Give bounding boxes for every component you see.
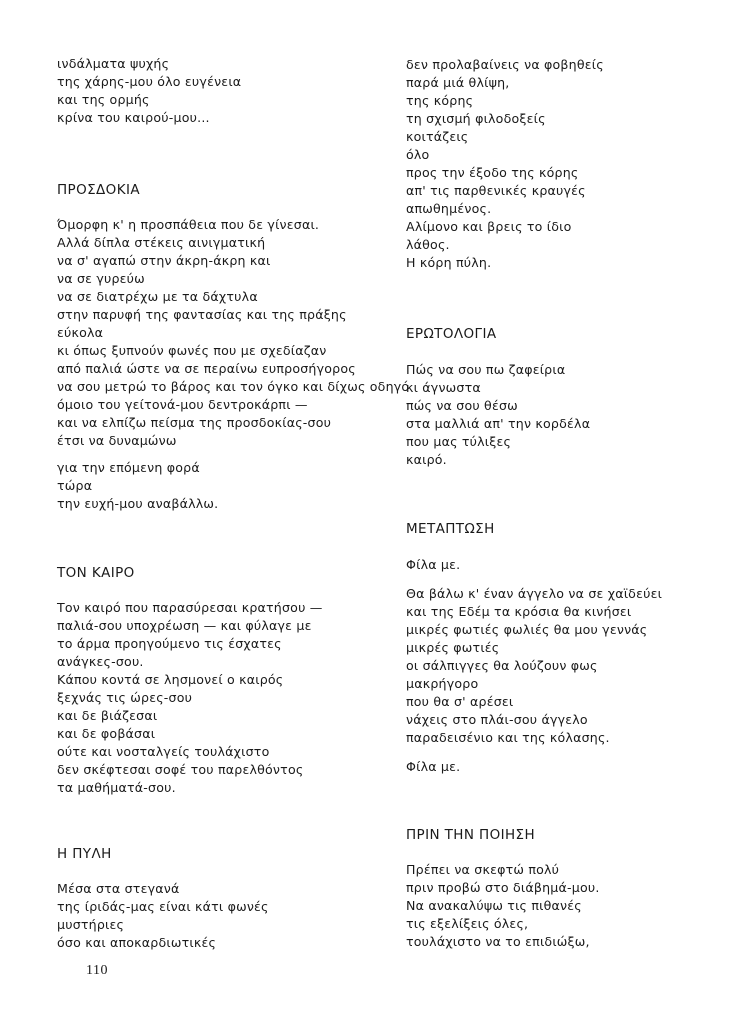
verse-line: πώς να σου θέσω	[406, 398, 518, 413]
verse-line: και να ελπίζω πείσμα της προσδοκίας-σου	[57, 415, 332, 430]
verse-line: μικρές φωτιές φωλιές θα μου γεννάς	[406, 622, 648, 637]
verse-line: Κάπου κοντά σε λησμονεί ο καιρός	[57, 672, 284, 687]
verse-line: για την επόμενη φορά	[57, 460, 200, 475]
verse-line: κι άγνωστα	[406, 380, 481, 395]
poem-title: ΠΡΙΝ ΤΗΝ ΠΟΙΗΣΗ	[406, 827, 536, 843]
verse-line: παλιά-σου υποχρέωση — και φύλαγε με	[57, 618, 312, 633]
poem-title: ΕΡΩΤΟΛΟΓΙΑ	[406, 326, 497, 342]
verse-line: απ' τις παρθενικές κραυγές	[406, 183, 586, 198]
verse-line: προς την έξοδο της κόρης	[406, 165, 579, 180]
poem-title: ΤΟΝ ΚΑΙΡΟ	[57, 565, 135, 581]
poem-prosdokia	[57, 181, 409, 513]
verse-line: τη σχισμή φιλοδοξείς	[406, 111, 546, 126]
verse-line: Μέσα στα στεγανά	[57, 881, 180, 896]
poem-title: ΠΡΟΣΔΟΚΙΑ	[57, 182, 140, 198]
verse-line: που μας τύλιξες	[406, 434, 512, 449]
verse-line: Τον καιρό που παρασύρεσαι κρατήσου —	[57, 600, 323, 615]
verse-line: λάθος.	[406, 237, 450, 252]
verse-line: ξεχνάς τις ώρες-σου	[57, 690, 193, 705]
verse-line: την ευχή-μου αναβάλλω.	[57, 496, 219, 511]
verse-line: της κόρης	[406, 93, 474, 108]
verse-line: που θα σ' αρέσει	[406, 694, 514, 709]
verse-line: όλο	[406, 147, 430, 162]
poem-ton-kairo	[57, 564, 323, 797]
verse-line: το άρμα προηγούμενο τις έσχατες	[57, 636, 282, 651]
verse-line: τώρα	[57, 478, 93, 493]
verse-line: από παλιά ώστε να σε περαίνω ευπροσήγορος	[57, 361, 356, 376]
verse-line: να σε γυρεύω	[57, 271, 145, 286]
verse-line: και δε φοβάσαι	[57, 726, 156, 741]
verse-line: οι σάλπιγγες θα λούζουν φως	[406, 658, 598, 673]
verse-line: όμοιο του γείτονά-μου δεντροκάρπι —	[57, 397, 308, 412]
verse-line: της χάρης-μου όλο ευγένεια	[57, 74, 242, 89]
verse-line: Πώς να σου πω ζαφείρια	[406, 362, 566, 377]
verse-line: και της ορμής	[57, 92, 150, 107]
verse-line: τα μαθήματά-σου.	[57, 780, 176, 795]
verse-line: Αλλά δίπλα στέκεις αινιγματική	[57, 235, 266, 250]
verse-line: μυστήριες	[57, 917, 125, 932]
verse-line: τουλάχιστο να το επιδιώξω,	[406, 934, 590, 949]
verse-line: ινδάλματα ψυχής	[57, 56, 170, 71]
verse-line: παρά μιά θλίψη,	[406, 75, 510, 90]
poem-erotologia	[406, 325, 590, 469]
verse-line: κι όπως ξυπνούν φωνές που με σχεδίαζαν	[57, 343, 327, 358]
verse-line: της ίριδάς-μας είναι κάτι φωνές	[57, 899, 269, 914]
poem-fragment-left	[57, 55, 241, 127]
verse-line: δεν προλαβαίνεις να φοβηθείς	[406, 57, 604, 72]
verse-line: ούτε και νοσταλγείς τουλάχιστο	[57, 744, 270, 759]
verse-line: στα μαλλιά απ' την κορδέλα	[406, 416, 591, 431]
verse-line: δεν σκέφτεσαι σοφέ του παρελθόντος	[57, 762, 304, 777]
poem-prin-tin-poiisi	[406, 826, 600, 951]
verse-line: όσο και αποκαρδιωτικές	[57, 935, 217, 950]
verse-line: καιρό.	[406, 452, 447, 467]
verse-line: κρίνα του καιρού-μου...	[57, 110, 210, 125]
verse-line: Πρέπει να σκεφτώ πολύ	[406, 862, 560, 877]
verse-line: νάχεις στο πλάι-σου άγγελο	[406, 712, 588, 727]
poem-metaptosi	[406, 520, 662, 776]
verse-line: πριν προβώ στο διάβημά-μου.	[406, 880, 600, 895]
verse-line: να σου μετρώ το βάρος και τον όγκο και δίχως οδηγό	[57, 379, 410, 394]
poem-title: Η ΠΥΛΗ	[57, 846, 112, 862]
poem-fragment-right	[406, 56, 604, 272]
verse-line: Να ανακαλύψω τις πιθανές	[406, 898, 582, 913]
poem-i-pyli	[57, 845, 269, 952]
verse-line: Αλίμονο και βρεις το ίδιο	[406, 219, 572, 234]
verse-line: Όμορφη κ' η προσπάθεια που δε γίνεσαι.	[57, 217, 320, 232]
poem-title: ΜΕΤΑΠΤΩΣΗ	[406, 521, 495, 537]
verse-line: έτσι να δυναμώνω	[57, 433, 177, 448]
verse-line: κοιτάζεις	[406, 129, 469, 144]
verse-line: εύκολα	[57, 325, 104, 340]
verse-line: παραδεισένιο και της κόλασης.	[406, 730, 610, 745]
verse-line: απωθημένος.	[406, 201, 492, 216]
verse-line: Φίλα με.	[406, 557, 461, 572]
verse-line: να σ' αγαπώ στην άκρη-άκρη και	[57, 253, 271, 268]
verse-line: μακρήγορο	[406, 676, 479, 691]
verse-line: ανάγκες-σου.	[57, 654, 144, 669]
verse-line: και της Εδέμ τα κρόσια θα κινήσει	[406, 604, 632, 619]
verse-line: Φίλα με.	[406, 759, 461, 774]
verse-line: Θα βάλω κ' έναν άγγελο να σε χαϊδεύει	[406, 586, 663, 601]
verse-line: στην παρυφή της φαντασίας και της πράξης	[57, 307, 347, 322]
verse-line: να σε διατρέχω με τα δάχτυλα	[57, 289, 258, 304]
verse-line: τις εξελίξεις όλες,	[406, 916, 529, 931]
verse-line: και δε βιάζεσαι	[57, 708, 158, 723]
verse-line: μικρές φωτιές	[406, 640, 500, 655]
verse-line: Η κόρη πύλη.	[406, 255, 492, 270]
page-number: 110	[86, 963, 108, 978]
